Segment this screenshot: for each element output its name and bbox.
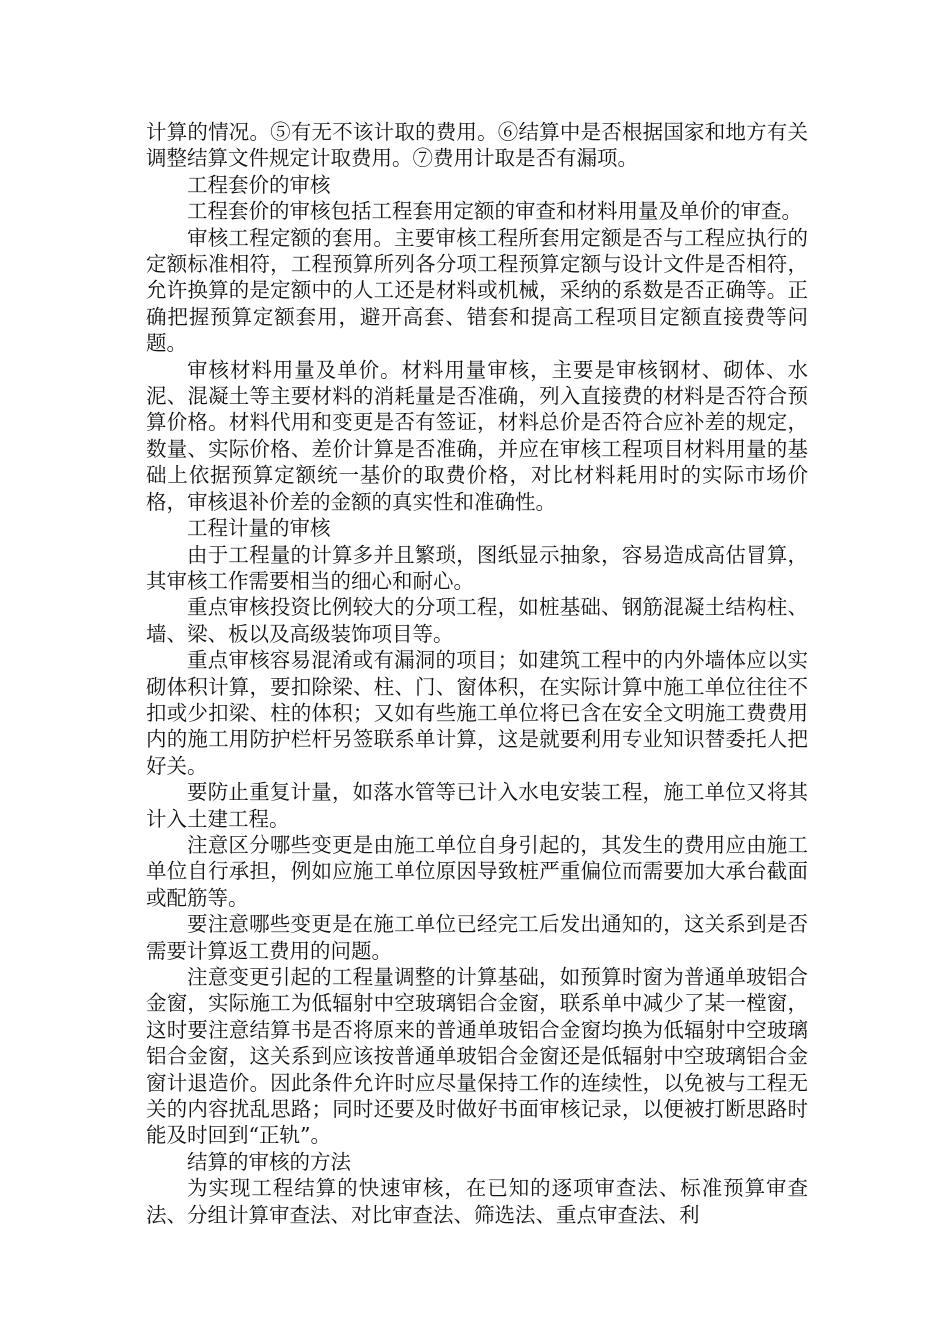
paragraph: 要注意哪些变更是在施工单位已经完工后发出通知的，这关系到是否需要计算返工费用的问题。 bbox=[146, 912, 808, 963]
paragraph: 注意区分哪些变更是由施工单位自身引起的，其发生的费用应由施工单位自行承担，例如应施工单位原因导致桩严重偏位而需要加大承台截面或配筋等。 bbox=[146, 832, 808, 910]
paragraph-continuation: 计算的情况。⑤有无不该计取的费用。⑥结算中是否根据国家和地方有关调整结算文件规定计取费用。⑦费用计取是否有漏项。 bbox=[146, 120, 808, 171]
paragraph: 注意变更引起的工程量调整的计算基础，如预算时窗为普通单玻铝合金窗，实际施工为低辐射中空玻璃铝合金窗，联系单中减少了某一樘窗，这时要注意结算书是否将原来的普通单玻铝合金窗均换为低辐射中空玻璃铝合金窗，这关系到应该按普通单玻铝合金窗还是低辐射中空玻璃铝合金窗计退造价。因此条件允许时应尽量保持工作的连续性，以免被与工程无关的内容扰乱思路；同时还要及时做好书面审核记录，以便被打断思路时能及时回到“正轨”。 bbox=[146, 965, 808, 1148]
paragraph: 审核工程定额的套用。主要审核工程所套用定额是否与工程应执行的定额标准相符，工程预算所列各分项工程预算定额与设计文件是否相符，允许换算的是定额中的人工还是材料或机械，采纳的系数是否正确等。正确把握预算定额套用，避开高套、错套和提高工程项目定额直接费等问题。 bbox=[146, 225, 808, 356]
paragraph: 重点审核投资比例较大的分项工程，如桩基础、钢筋混凝土结构柱、墙、梁、板以及高级装饰项目等。 bbox=[146, 595, 808, 646]
document-body bbox=[146, 119, 808, 1228]
paragraph: 为实现工程结算的快速审核，在已知的逐项审查法、标准预算审查法、分组计算审查法、对比审查法、筛选法、重点审查法、利 bbox=[146, 1176, 808, 1227]
paragraph: 审核材料用量及单价。材料用量审核，主要是审核钢材、砌体、水泥、混凝土等主要材料的消耗量是否准确，列入直接费的材料是否符合预算价格。材料代用和变更是否有签证，材料总价是否符合应补差的规定，数量、实际价格、差价计算是否准确，并应在审核工程项目材料用量的基础上依据预算定额统一基价的取费价格，对比材料耗用时的实际市场价格，审核退补价差的金额的真实性和准确性。 bbox=[146, 357, 808, 514]
section-heading: 结算的审核的方法 bbox=[187, 1149, 351, 1174]
paragraph: 工程套价的审核包括工程套用定额的审查和材料用量及单价的审查。 bbox=[187, 199, 802, 224]
paragraph: 重点审核容易混淆或有漏洞的项目；如建筑工程中的内外墙体应以实砌体积计算，要扣除梁、柱、门、窗体积，在实际计算中施工单位往往不扣或少扣梁、柱的体积；又如有些施工单位将已含在安全文明施工费费用内的施工用防护栏杆另签联系单计算，这是就要利用专业知识替委托人把好关。 bbox=[146, 648, 808, 778]
paragraph: 由于工程量的计算多并且繁琐，图纸显示抽象，容易造成高估冒算，其审核工作需要相当的细心和耐心。 bbox=[146, 542, 808, 593]
section-heading: 工程套价的审核 bbox=[187, 172, 331, 197]
section-heading: 工程计量的审核 bbox=[187, 516, 331, 541]
paragraph: 要防止重复计量，如落水管等已计入水电安装工程，施工单位又将其计入土建工程。 bbox=[146, 780, 808, 831]
